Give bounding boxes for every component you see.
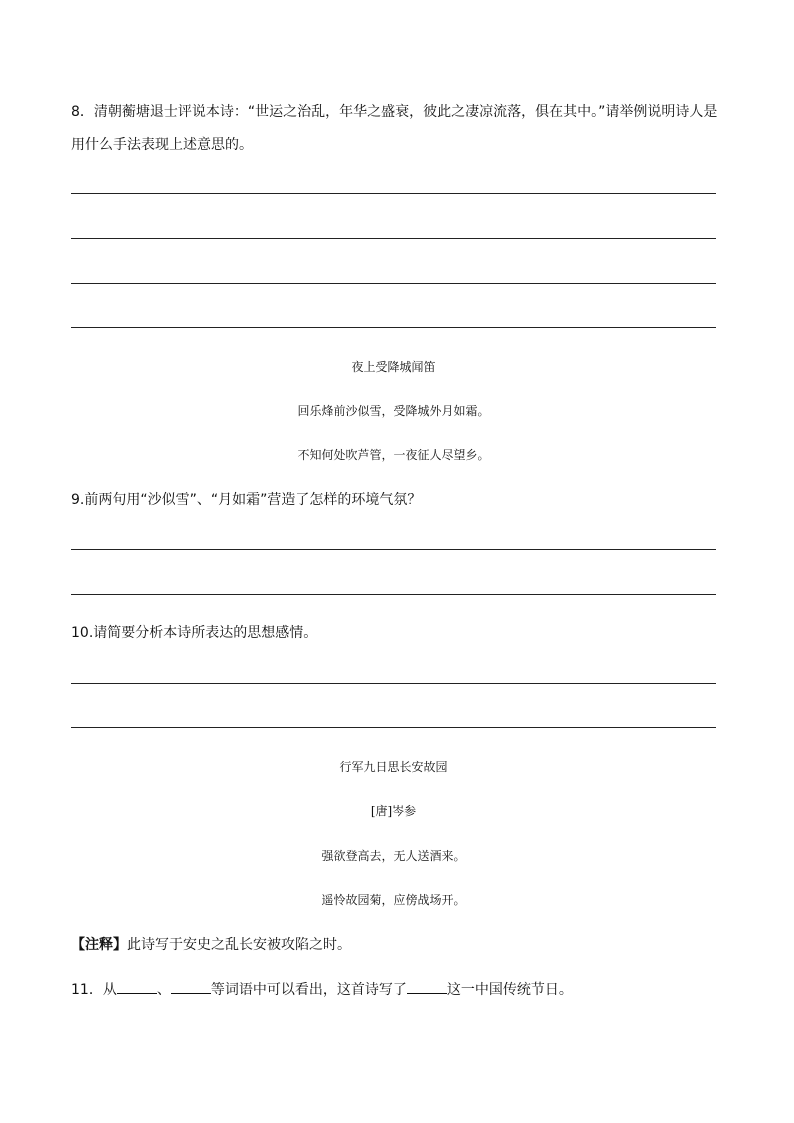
annotation-text: 此诗写于安史之乱长安被攻陷之时。 [127,937,351,953]
answer-line-q8-4[interactable] [71,327,716,328]
q11-part-4: 这一中国传统节日。 [446,982,573,998]
q11-part-3: 等词语中可以看出，这首诗写了 [210,982,407,998]
poem2-author: [唐]岑参 [370,804,417,818]
question-11 [71,979,573,1001]
poem1-line-1: 回乐烽前沙似雪，受降城外月如霜。 [297,404,490,418]
poem1-line-2: 不知何处吹芦管，一夜征人尽望乡。 [297,448,490,462]
q11-blank-1[interactable] [117,979,157,994]
q11-part-1: 11．从 [71,982,117,998]
question-9: 9.前两句用“沙似雪”、“月如霜”营造了怎样的环境气氛？ [71,492,422,508]
question-8: 8．清朝蘅塘退士评说本诗：“世运之治乱，年华之盛衰，彼此之凄凉流落，俱在其中。”请举例说明诗人是用什么手法表现上述意思的。 [71,104,718,153]
annotation [71,934,351,956]
question-10: 10.请简要分析本诗所表达的思想感情。 [71,625,318,641]
answer-line-q8-3[interactable] [71,283,716,284]
poem1-title: 夜上受降城闻笛 [351,360,436,374]
poem2-title: 行军九日思长安故园 [339,760,448,774]
poem2-line-1: 强欲登高去，无人送酒来。 [321,849,466,863]
answer-line-q8-2[interactable] [71,238,716,239]
q11-blank-2[interactable] [171,979,211,994]
annotation-label: 【注释】 [71,937,127,953]
answer-line-q10-2[interactable] [71,727,716,728]
answer-line-q8-1[interactable] [71,193,716,194]
q11-part-2: 、 [156,982,171,998]
q11-blank-3[interactable] [407,979,447,994]
answer-line-q9-1[interactable] [71,549,716,550]
answer-line-q9-2[interactable] [71,594,716,595]
answer-line-q10-1[interactable] [71,683,716,684]
poem2-line-2: 遥怜故园菊，应傍战场开。 [321,893,466,907]
